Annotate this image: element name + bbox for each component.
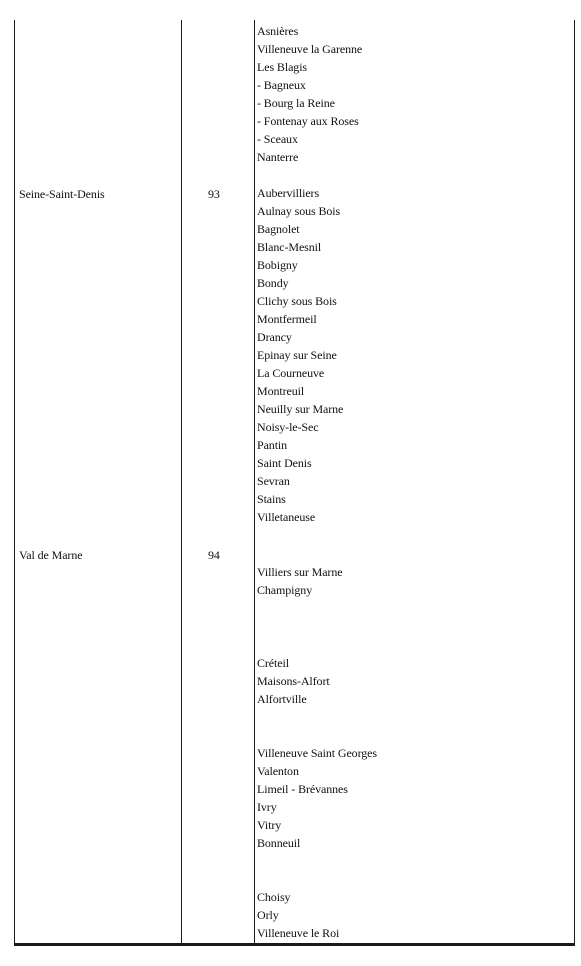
department-code: 93 <box>208 187 220 201</box>
commune-item: Villeneuve le Roi <box>257 926 340 940</box>
column-divider <box>181 20 182 943</box>
commune-item: Vitry <box>257 818 282 832</box>
commune-item: - Bourg la Reine <box>257 96 335 110</box>
commune-item: Choisy <box>257 890 291 904</box>
commune-item: Clichy sous Bois <box>257 294 337 308</box>
commune-item: Pantin <box>257 438 288 452</box>
commune-item: - Bagneux <box>257 78 306 92</box>
commune-item: Drancy <box>257 330 292 344</box>
commune-item: Villetaneuse <box>257 510 316 524</box>
commune-item: - Fontenay aux Roses <box>257 114 359 128</box>
department-name: Seine-Saint-Denis <box>19 187 105 201</box>
commune-item: Montreuil <box>257 384 305 398</box>
commune-item: Noisy-le-Sec <box>257 420 319 434</box>
commune-item: Villeneuve la Garenne <box>257 42 363 56</box>
column-divider <box>254 20 255 943</box>
commune-item: Orly <box>257 908 279 922</box>
commune-item: Saint Denis <box>257 456 312 470</box>
commune-item: Limeil - Brévannes <box>257 782 348 796</box>
commune-item: Blanc-Mesnil <box>257 240 322 254</box>
department-code: 94 <box>208 548 220 562</box>
commune-item: Ivry <box>257 800 277 814</box>
commune-item: Bondy <box>257 276 289 290</box>
commune-item: Epinay sur Seine <box>257 348 337 362</box>
commune-item: Bobigny <box>257 258 298 272</box>
commune-item: - Sceaux <box>257 132 298 146</box>
commune-item: Champigny <box>257 583 313 597</box>
commune-item: Asnières <box>257 24 299 38</box>
commune-item: Neuilly sur Marne <box>257 402 344 416</box>
communes-table <box>14 20 575 944</box>
commune-item: Sevran <box>257 474 290 488</box>
commune-item: Montfermeil <box>257 312 317 326</box>
commune-item: Bonneuil <box>257 836 301 850</box>
commune-item: Nanterre <box>257 150 299 164</box>
commune-item: Alfortville <box>257 692 307 706</box>
commune-item: Villeneuve Saint Georges <box>257 746 377 760</box>
commune-item: Maisons-Alfort <box>257 674 330 688</box>
commune-item: Villiers sur Marne <box>257 565 343 579</box>
commune-item: Bagnolet <box>257 222 300 236</box>
commune-item: La Courneuve <box>257 366 325 380</box>
commune-item: Les Blagis <box>257 60 307 74</box>
commune-item: Stains <box>257 492 286 506</box>
department-name: Val de Marne <box>19 548 83 562</box>
commune-item: Créteil <box>257 656 289 670</box>
commune-item: Aulnay sous Bois <box>257 204 341 218</box>
commune-item: Valenton <box>257 764 299 778</box>
commune-item: Aubervilliers <box>257 186 320 200</box>
